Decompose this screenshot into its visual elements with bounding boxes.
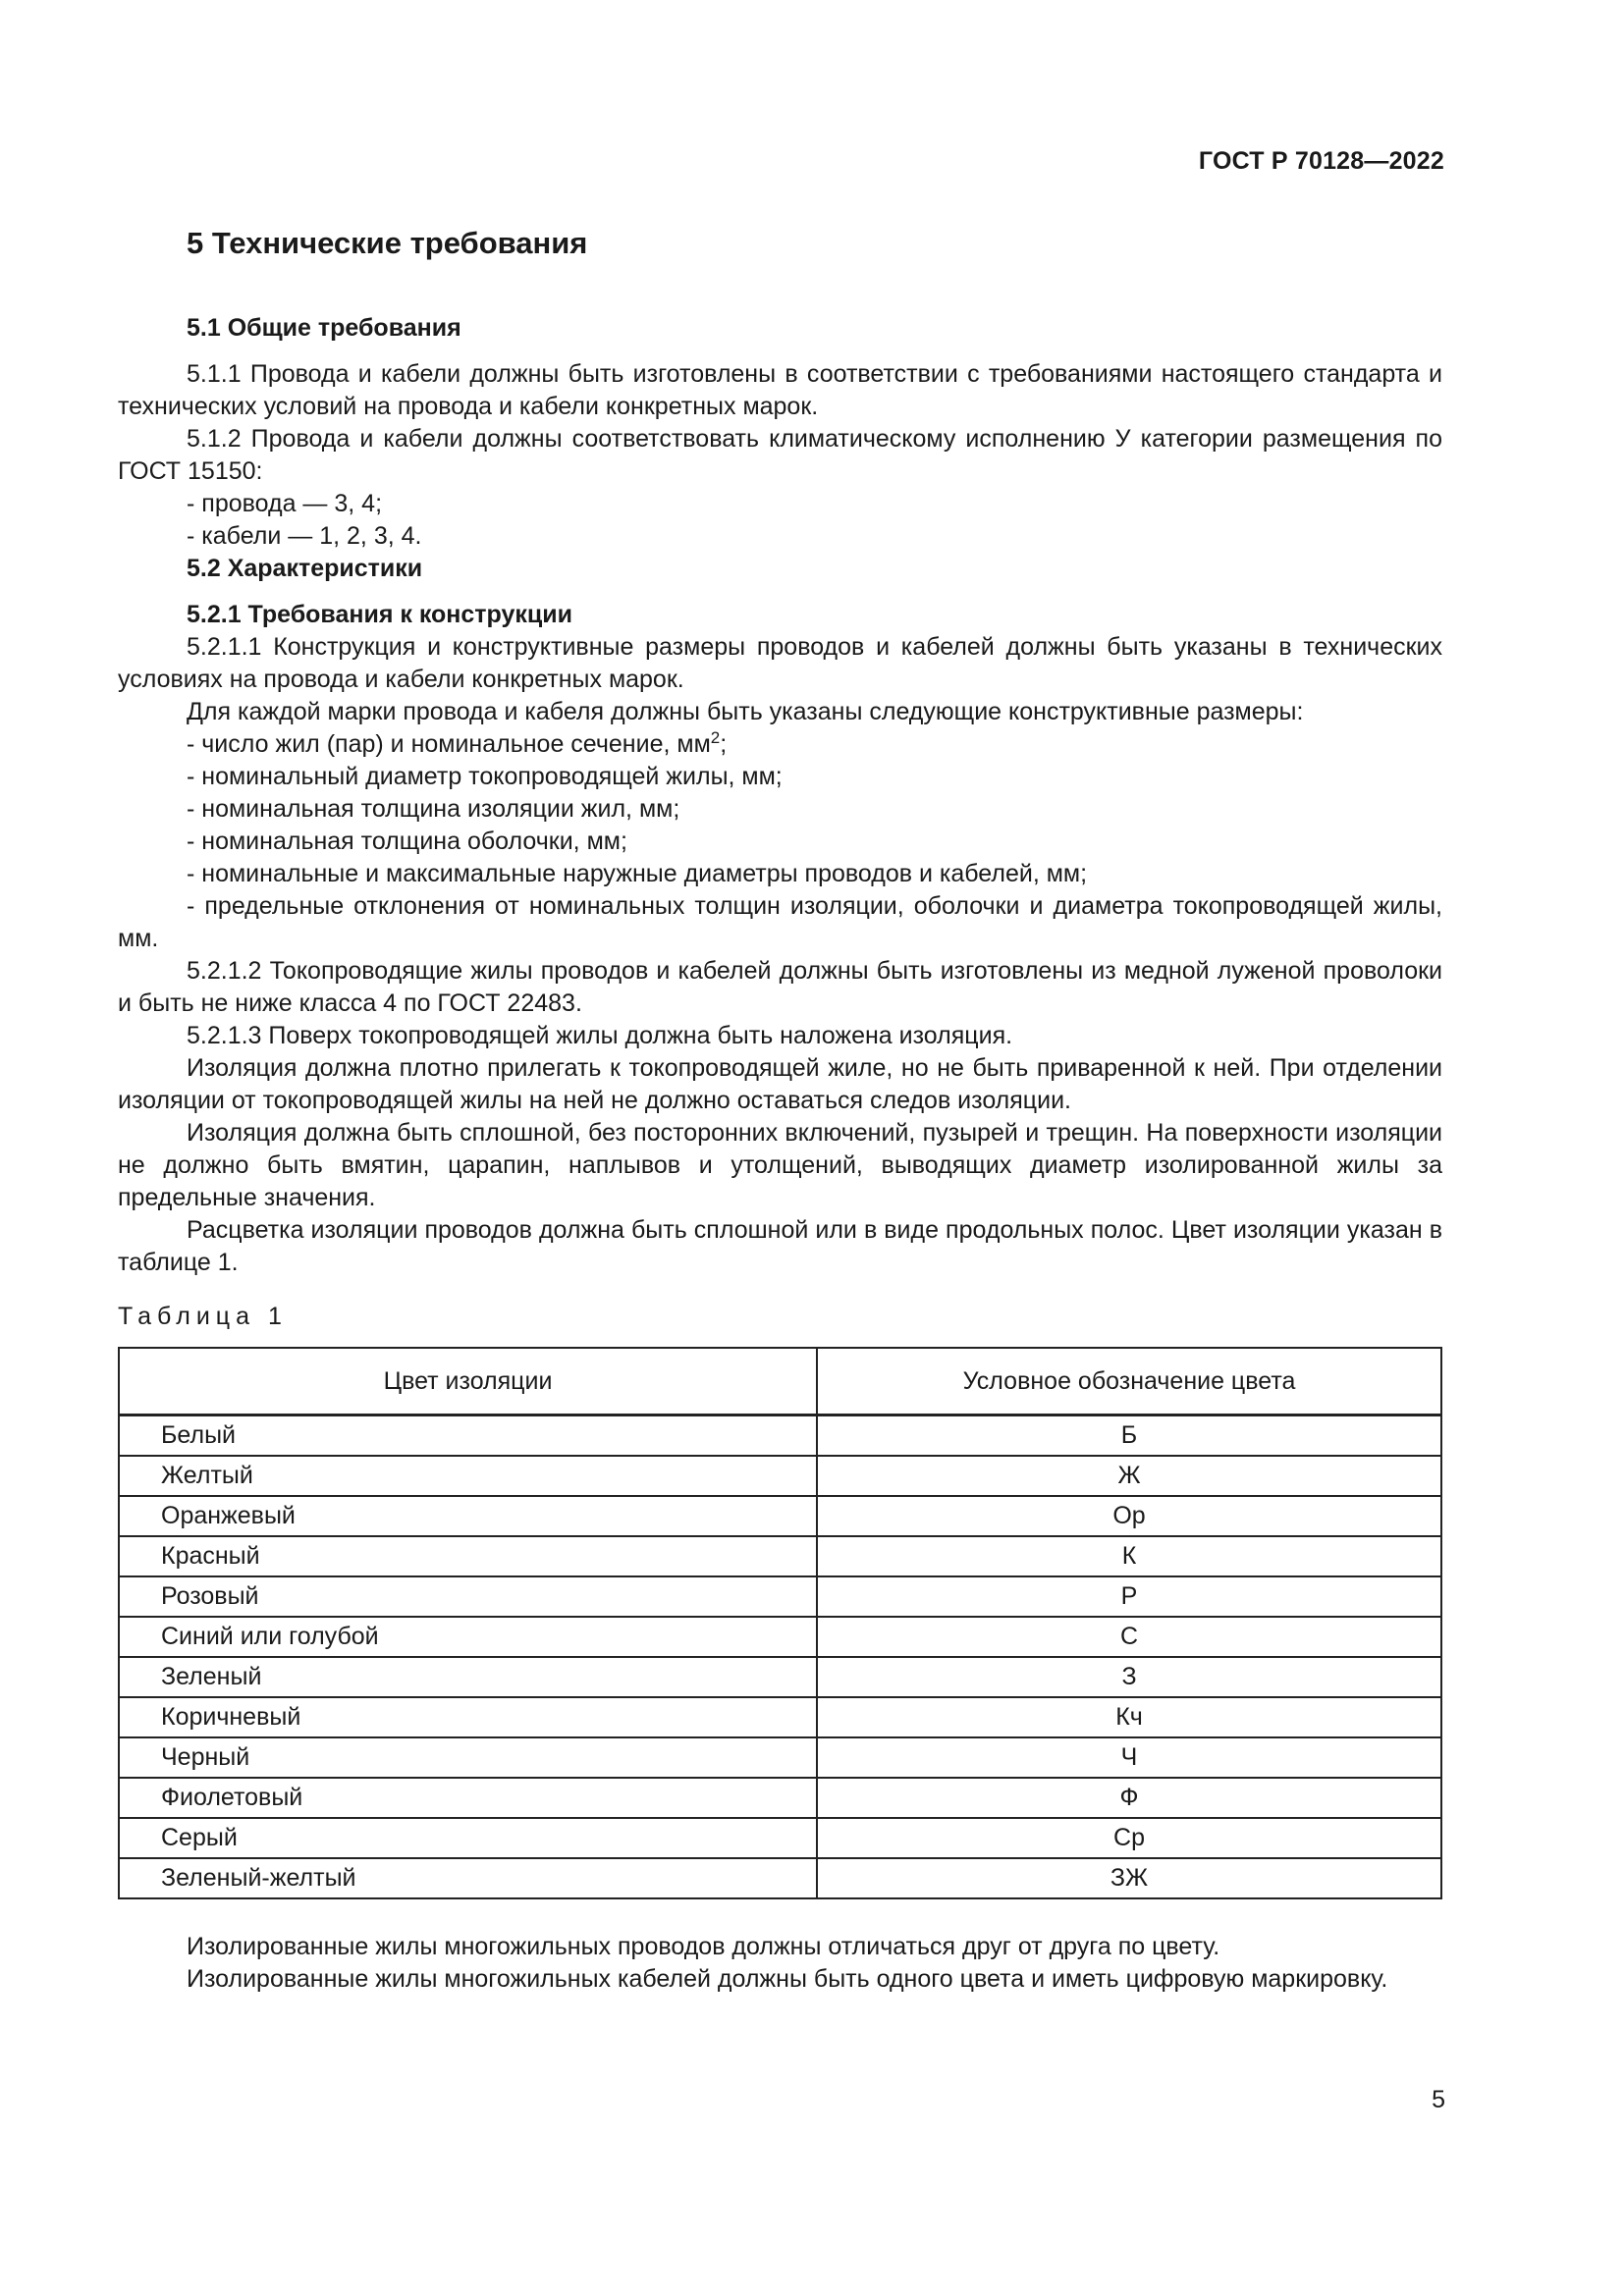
construction-sizes-list [118, 728, 1442, 890]
table-row [119, 1858, 1441, 1898]
color-code-cell: Б [817, 1415, 1441, 1457]
list-item: - кабели — 1, 2, 3, 4. [187, 520, 1442, 553]
color-code-cell: К [817, 1536, 1441, 1576]
paragraph-multicore-marking: Изолированные жилы многожильных кабелей должны быть одного цвета и иметь цифровую маркировку. [187, 1965, 1388, 1993]
color-name-cell: Зеленый [119, 1657, 817, 1697]
color-code-cell: Ср [817, 1818, 1441, 1858]
page-number: 5 [1432, 2086, 1445, 2113]
table-row [119, 1536, 1441, 1576]
table-row [119, 1657, 1441, 1697]
paragraph-sizes-intro: Для каждой марки провода и кабеля должны быть указаны следующие конструктивные размеры: [187, 698, 1304, 725]
subsection-title-5-2-1: 5.2.1 Требования к конструкции [187, 601, 572, 628]
color-name-cell: Розовый [119, 1576, 817, 1617]
paragraph-5-2-1-3: 5.2.1.3 Поверх токопроводящей жилы должна быть наложена изоляция. [187, 1022, 1013, 1049]
color-name-cell: Черный [119, 1737, 817, 1778]
color-code-cell: С [817, 1617, 1441, 1657]
color-code-cell: Кч [817, 1697, 1441, 1737]
subsection-title-5-2: 5.2 Характеристики [187, 555, 423, 582]
table-row [119, 1778, 1441, 1818]
color-code-cell: Ор [817, 1496, 1441, 1536]
paragraph-insulation-colors: Расцветка изоляции проводов должна быть сплошной или в виде продольных полос. Цвет изоляции указан в таблице 1. [118, 1216, 1442, 1276]
paragraph-insulation-adherence: Изоляция должна плотно прилегать к токопроводящей жиле, но не быть приваренной к ней. При отделении изоляции от токопроводящей жилы на ней не должно оставаться следов изоляции. [118, 1054, 1442, 1114]
color-name-cell: Серый [119, 1818, 817, 1858]
table-row [119, 1737, 1441, 1778]
list-item: - номинальная толщина изоляции жил, мм; [187, 793, 1442, 826]
color-code-cell: З [817, 1657, 1441, 1697]
column-header: Цвет изоляции [119, 1348, 817, 1415]
list-item-text: число жил (пар) и номинальное сечение, мм [201, 730, 711, 758]
color-name-cell: Синий или голубой [119, 1617, 817, 1657]
paragraph-sizes-last: - предельные отклонения от номинальных толщин изоляции, оболочки и диаметра токопроводящей жилы, мм. [118, 892, 1442, 952]
table-row [119, 1496, 1441, 1536]
color-code-cell: Ф [817, 1778, 1441, 1818]
table-row [119, 1697, 1441, 1737]
paragraph-5-1-1: 5.1.1 Провода и кабели должны быть изготовлены в соответствии с требованиями настоящего стандарта и технических условий на провода и кабели конкретных марок. [118, 360, 1442, 420]
color-name-cell: Желтый [119, 1456, 817, 1496]
table-row [119, 1415, 1441, 1457]
table-header-row [119, 1348, 1441, 1415]
color-name-cell: Оранжевый [119, 1496, 817, 1536]
color-code-cell: Ч [817, 1737, 1441, 1778]
color-name-cell: Коричневый [119, 1697, 817, 1737]
list-item: - номинальные и максимальные наружные диаметры проводов и кабелей, мм; [187, 858, 1442, 890]
subsection-title-5-1: 5.1 Общие требования [187, 314, 461, 342]
paragraph-5-2-1-2: 5.2.1.2 Токопроводящие жилы проводов и кабелей должны быть изготовлены из медной луженой проволоки и быть не ниже класса 4 по ГОСТ 22483. [118, 957, 1442, 1017]
color-code-cell: ЗЖ [817, 1858, 1441, 1898]
list-item [187, 728, 1442, 761]
document-code: ГОСТ Р 70128—2022 [1198, 147, 1444, 175]
table-caption: Таблица 1 [118, 1303, 288, 1330]
list-item-punct: ; [720, 730, 728, 758]
color-code-cell: Р [817, 1576, 1441, 1617]
section-title: 5 Технические требования [187, 226, 588, 260]
paragraph-5-1-2: 5.1.2 Провода и кабели должны соответствовать климатическому исполнению У категории размещения по ГОСТ 15150: [118, 425, 1442, 485]
table-row [119, 1456, 1441, 1496]
list-item: - провода — 3, 4; [187, 488, 1442, 520]
table-row [119, 1576, 1441, 1617]
color-code-cell: Ж [817, 1456, 1441, 1496]
superscript: 2 [710, 728, 721, 747]
color-name-cell: Зеленый-желтый [119, 1858, 817, 1898]
color-name-cell: Фиолетовый [119, 1778, 817, 1818]
table-row [119, 1617, 1441, 1657]
paragraph-5-2-1-1: 5.2.1.1 Конструкция и конструктивные размеры проводов и кабелей должны быть указаны в технических условиях на провода и кабели конкретных марок. [118, 633, 1442, 693]
color-name-cell: Красный [119, 1536, 817, 1576]
color-name-cell: Белый [119, 1415, 817, 1457]
list-item: - номинальный диаметр токопроводящей жилы, мм; [187, 761, 1442, 793]
page-content [118, 224, 1442, 1996]
column-header: Условное обозначение цвета [817, 1348, 1441, 1415]
climate-category-list [118, 488, 1442, 553]
paragraph-multiwire-colors: Изолированные жилы многожильных проводов должны отличаться друг от друга по цвету. [187, 1933, 1220, 1960]
list-item: - номинальная толщина оболочки, мм; [187, 826, 1442, 858]
paragraph-insulation-solid: Изоляция должна быть сплошной, без посторонних включений, пузырей и трещин. На поверхности изоляции не должно быть вмятин, царапин, наплывов и утолщений, выводящих диаметр изолированной жилы за предельные значения. [118, 1119, 1442, 1211]
insulation-color-table [118, 1347, 1442, 1899]
table-row [119, 1818, 1441, 1858]
